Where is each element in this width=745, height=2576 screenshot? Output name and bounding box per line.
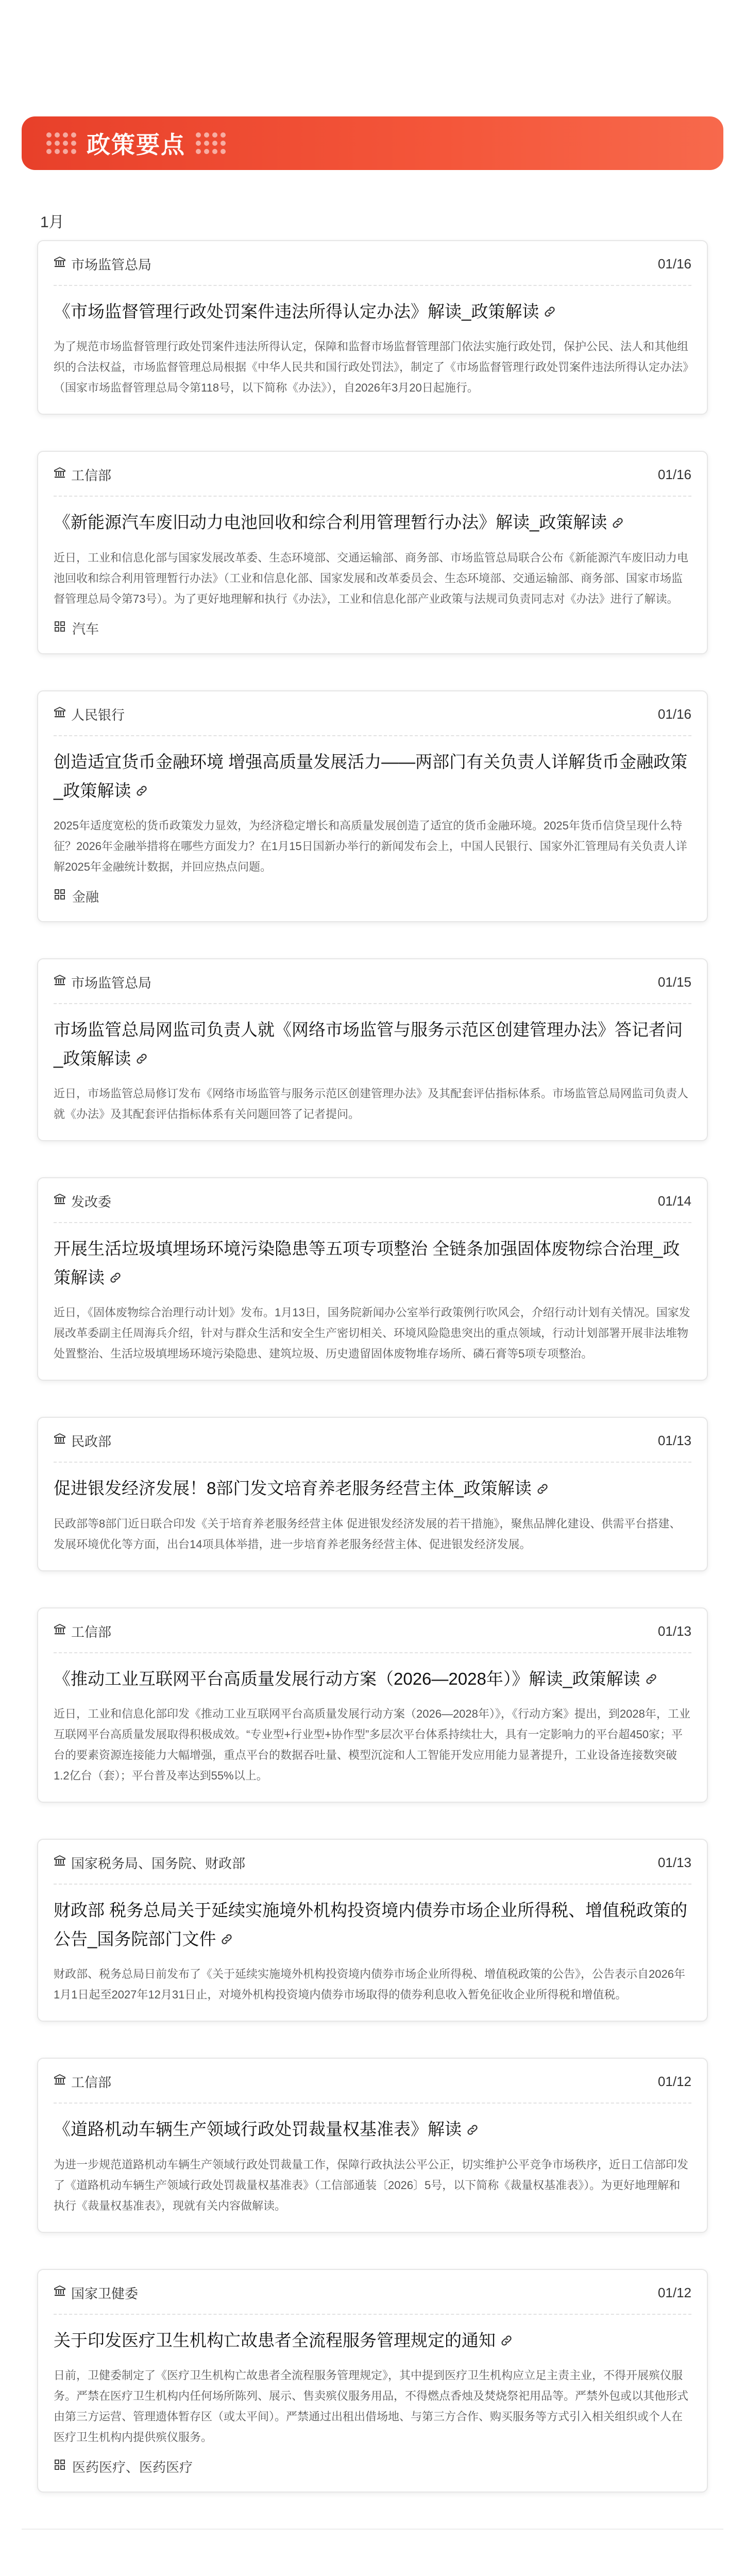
card-tag <box>54 2457 691 2476</box>
card-header <box>54 1431 691 1450</box>
card-summary: 为了规范市场监督管理行政处罚案件违法所得认定，保障和监督市场监督管理部门依法实施行政处罚，保护公民、法人和其他组织的合法权益，市场监督管理总局根据《中华人民共和国行政处罚法》，制定了《市场监督管理行政处罚案件违法所得认定办法》（国家市场监督管理总局令第118号，以下简称《办法》），自2026年3月20日起施行。 <box>54 340 689 395</box>
card-header <box>54 255 691 274</box>
card-title-text[interactable]: 《推动工业互联网平台高质量发展行动方案（2026—2028年）》解读_政策解读 <box>54 1669 640 1688</box>
card-summary: 民政部等8部门近日联合印发《关于培育养老服务经营主体 促进银发经济发展的若干措施》，聚焦品牌化建设、供需平台搭建、发展环境优化等方面，出台14项具体举措，进一步培育养老服务经营主体、促进银发经济发展。 <box>54 1517 681 1551</box>
card-date: 01/16 <box>657 706 691 722</box>
source-label: 市场监管总局 <box>71 975 152 991</box>
card-tag <box>54 887 691 906</box>
policy-card[interactable] <box>37 1839 708 2022</box>
tag-label: 金融 <box>72 889 99 905</box>
card-title[interactable] <box>54 297 691 327</box>
card-title[interactable] <box>54 508 691 538</box>
policy-card[interactable] <box>37 1177 708 1381</box>
link-icon[interactable] <box>543 298 556 327</box>
card-title-text[interactable]: 促进银发经济发展！8部门发文培育养老服务经营主体_政策解读 <box>54 1479 532 1498</box>
card-source <box>54 1431 111 1450</box>
card-title[interactable] <box>54 1665 691 1694</box>
link-icon[interactable] <box>135 1045 148 1074</box>
card-source <box>54 465 111 484</box>
source-label: 发改委 <box>71 1194 112 1210</box>
card-summary: 日前，卫健委制定了《医疗卫生机构亡故患者全流程服务管理规定》，其中提到医疗卫生机构应立足主责主业，不得开展殡仪服务。严禁在医疗卫生机构内任何场所陈列、展示、售卖殡仪服务用品，不得燃点香烛及焚烧祭祀用品等。严禁外包或以其他形式由第三方运营、管理遗体暂存区（或太平间）。严禁通过出租出借场地、与第三方合作、购买服务等方式引入相关组织或个人在医疗卫生机构内提供殡仪服务。 <box>54 2368 689 2444</box>
source-label: 工信部 <box>71 1624 112 1640</box>
card-date: 01/14 <box>657 1193 691 1209</box>
link-icon[interactable] <box>109 1264 122 1293</box>
card-title-text[interactable]: 创造适宜货币金融环境 增强高质量发展活力——两部门有关负责人详解货币金融政策_政策解读 <box>54 752 688 800</box>
card-source <box>54 2283 138 2302</box>
bank-icon <box>54 1623 66 1639</box>
bank-icon <box>54 974 66 990</box>
policy-card[interactable] <box>37 2269 708 2493</box>
month-label: 1月 <box>40 214 64 231</box>
card-header <box>54 1192 691 1211</box>
policy-card[interactable] <box>37 1607 708 1803</box>
card-header <box>54 2072 691 2091</box>
card-divider <box>54 285 691 286</box>
link-icon[interactable] <box>645 1666 658 1694</box>
card-divider <box>54 1003 691 1004</box>
section-header-banner <box>22 116 723 170</box>
card-summary: 财政部、税务总局日前发布了《关于延续实施境外机构投资境内债券市场企业所得税、增值税政策的公告》，公告表示自2026年1月1日起至2027年12月31日止，对境外机构投资境内债券市场取得的债券利息收入暂免征收企业所得税和增值税。 <box>54 1968 685 2002</box>
card-title[interactable] <box>54 1234 691 1293</box>
source-label: 市场监管总局 <box>71 257 152 273</box>
card-title[interactable] <box>54 748 691 806</box>
card-summary: 近日，工业和信息化部与国家发展改革委、生态环境部、交通运输部、商务部、市场监管总局联合公布《新能源汽车废旧动力电池回收和综合利用管理暂行办法》（工业和信息化部、国家发展和改革委员会、生态环境部、交通运输部、商务部、国家市场监督管理总局令第73号）。为了更好地理解和执行《办法》，工业和信息化部产业政策与法规司负责同志对《办法》进行了解读。 <box>54 551 689 605</box>
policy-card[interactable] <box>37 451 708 654</box>
card-date: 01/16 <box>657 467 691 483</box>
dots-decoration-right <box>196 132 226 154</box>
card-header <box>54 1622 691 1641</box>
card-summary: 为进一步规范道路机动车辆生产领域行政处罚裁量工作，保障行政执法公平公正，切实维护公平竞争市场秩序，近日工信部印发了《道路机动车辆生产领域行政处罚裁量权基准表》（工信部通装〔2026〕5号，以下简称《裁量权基准表》）。为更好地理解和执行《裁量权基准表》，现就有关内容做解读。 <box>54 2158 689 2212</box>
policy-card[interactable] <box>37 1417 708 1571</box>
card-title-text[interactable]: 市场监管总局网监司负责人就《网络市场监管与服务示范区创建管理办法》答记者问_政策解读 <box>54 1020 683 1068</box>
card-source <box>54 1853 245 1872</box>
card-divider <box>54 2103 691 2104</box>
bank-icon <box>54 2074 66 2090</box>
card-title-text[interactable]: 《市场监督管理行政处罚案件违法所得认定办法》解读_政策解读 <box>54 302 539 321</box>
source-label: 工信部 <box>71 468 112 484</box>
card-title[interactable] <box>54 2326 691 2356</box>
source-label: 人民银行 <box>71 707 125 723</box>
bank-icon <box>54 467 66 483</box>
policy-card-list <box>37 240 708 2493</box>
card-tag <box>54 619 691 638</box>
link-icon[interactable] <box>536 1476 549 1504</box>
card-date: 01/12 <box>657 2284 691 2300</box>
card-source <box>54 973 151 992</box>
bank-icon <box>54 1193 66 1209</box>
card-date: 01/13 <box>657 1433 691 1449</box>
card-divider <box>54 1462 691 1463</box>
policy-card[interactable] <box>37 2058 708 2232</box>
bank-icon <box>54 1433 66 1449</box>
link-icon[interactable] <box>611 510 624 538</box>
card-divider <box>54 2314 691 2315</box>
card-header <box>54 1853 691 1872</box>
card-title-text[interactable]: 《道路机动车辆生产领域行政处罚裁量权基准表》解读 <box>54 2120 462 2139</box>
grid-tag-icon <box>54 888 66 904</box>
source-label: 国家卫健委 <box>71 2285 139 2301</box>
source-label: 国家税务局、国务院、财政部 <box>71 1855 246 1871</box>
card-source <box>54 2072 111 2091</box>
card-title-text[interactable]: 财政部 税务总局关于延续实施境外机构投资境内债券市场企业所得税、增值税政策的公告_国务院部门文件 <box>54 1900 688 1948</box>
card-header <box>54 973 691 992</box>
card-title[interactable] <box>54 1474 691 1504</box>
card-summary: 近日，工业和信息化部印发《推动工业互联网平台高质量发展行动方案（2026—2028年）》，《行动方案》提出，到2028年，工业互联网平台高质量发展取得积极成效。“专业型+行业型+协作型”多层次平台体系持续壮大，具有一定影响力的平台超450家；平台的要素资源连接能力大幅增强，重点平台的数据吞吐量、模型沉淀和人工智能开发应用能力显著提升，工业设备连接数突破1.2亿台（套）；平台普及率达到55%以上。 <box>54 1707 690 1782</box>
link-icon[interactable] <box>220 1926 233 1955</box>
card-divider <box>54 1652 691 1653</box>
source-label: 民政部 <box>71 1434 112 1450</box>
card-header <box>54 2283 691 2302</box>
card-title-text[interactable]: 《新能源汽车废旧动力电池回收和综合利用管理暂行办法》解读_政策解读 <box>54 513 607 532</box>
link-icon[interactable] <box>466 2116 479 2145</box>
card-title-text[interactable]: 关于印发医疗卫生机构亡故患者全流程服务管理规定的通知 <box>54 2330 496 2350</box>
card-date: 01/13 <box>657 1854 691 1870</box>
footer-divider <box>22 2529 723 2530</box>
dots-decoration-left <box>46 132 76 154</box>
policy-card[interactable] <box>37 240 708 415</box>
card-header <box>54 465 691 484</box>
tag-label: 医药医疗、医药医疗 <box>72 2459 193 2475</box>
card-source <box>54 255 151 274</box>
card-date: 01/15 <box>657 974 691 990</box>
grid-tag-icon <box>54 620 66 636</box>
card-divider <box>54 496 691 497</box>
card-date: 01/12 <box>657 2074 691 2090</box>
source-label: 工信部 <box>71 2075 112 2091</box>
card-summary: 2025年适度宽松的货币政策发力显效，为经济稳定增长和高质量发展创造了适宜的货币金融环境。2025年货币信贷呈现什么特征？2026年金融举措将在哪些方面发力？在1月15日国新办举行的新闻发布会上，中国人民银行、国家外汇管理局有关负责人详解2025年金融统计数据，并回应热点问题。 <box>54 819 687 873</box>
card-date: 01/16 <box>657 256 691 272</box>
card-source <box>54 1622 111 1641</box>
card-source <box>54 1192 111 1211</box>
card-title[interactable] <box>54 1015 691 1074</box>
card-summary: 近日，《固体废物综合治理行动计划》发布。1月13日，国务院新闻办公室举行政策例行吹风会，介绍行动计划有关情况。国家发展改革委副主任周海兵介绍，针对与群众生活和安全生产密切相关、环境风险隐患突出的重点领域，行动计划部署开展非法堆物处置整治、生活垃圾填埋场环境污染隐患、建筑垃圾、历史遗留固体废物堆存场所、磷石膏等5项专项整治。 <box>54 1306 690 1361</box>
grid-tag-icon <box>54 2459 66 2475</box>
policy-card[interactable] <box>37 958 708 1141</box>
bank-icon <box>54 706 66 722</box>
bank-icon <box>54 256 66 272</box>
card-title[interactable] <box>54 2115 691 2145</box>
card-divider <box>54 1222 691 1223</box>
policy-card[interactable] <box>37 690 708 922</box>
card-title[interactable] <box>54 1896 691 1955</box>
card-summary: 近日，市场监管总局修订发布《网络市场监管与服务示范区创建管理办法》及其配套评估指标体系。市场监管总局网监司负责人就《办法》及其配套评估指标体系有关问题回答了记者提问。 <box>54 1087 689 1121</box>
card-header <box>54 705 691 724</box>
card-title-text[interactable]: 开展生活垃圾填埋场环境污染隐患等五项专项整治 全链条加强固体废物综合治理_政策解读 <box>54 1239 680 1287</box>
bank-icon <box>54 1855 66 1871</box>
tag-label: 汽车 <box>72 621 99 637</box>
card-source <box>54 705 125 724</box>
section-title: 政策要点 <box>87 131 185 158</box>
link-icon[interactable] <box>135 777 148 806</box>
card-date: 01/13 <box>657 1623 691 1639</box>
bank-icon <box>54 2285 66 2301</box>
card-divider <box>54 1884 691 1885</box>
card-divider <box>54 735 691 736</box>
link-icon[interactable] <box>500 2327 513 2356</box>
